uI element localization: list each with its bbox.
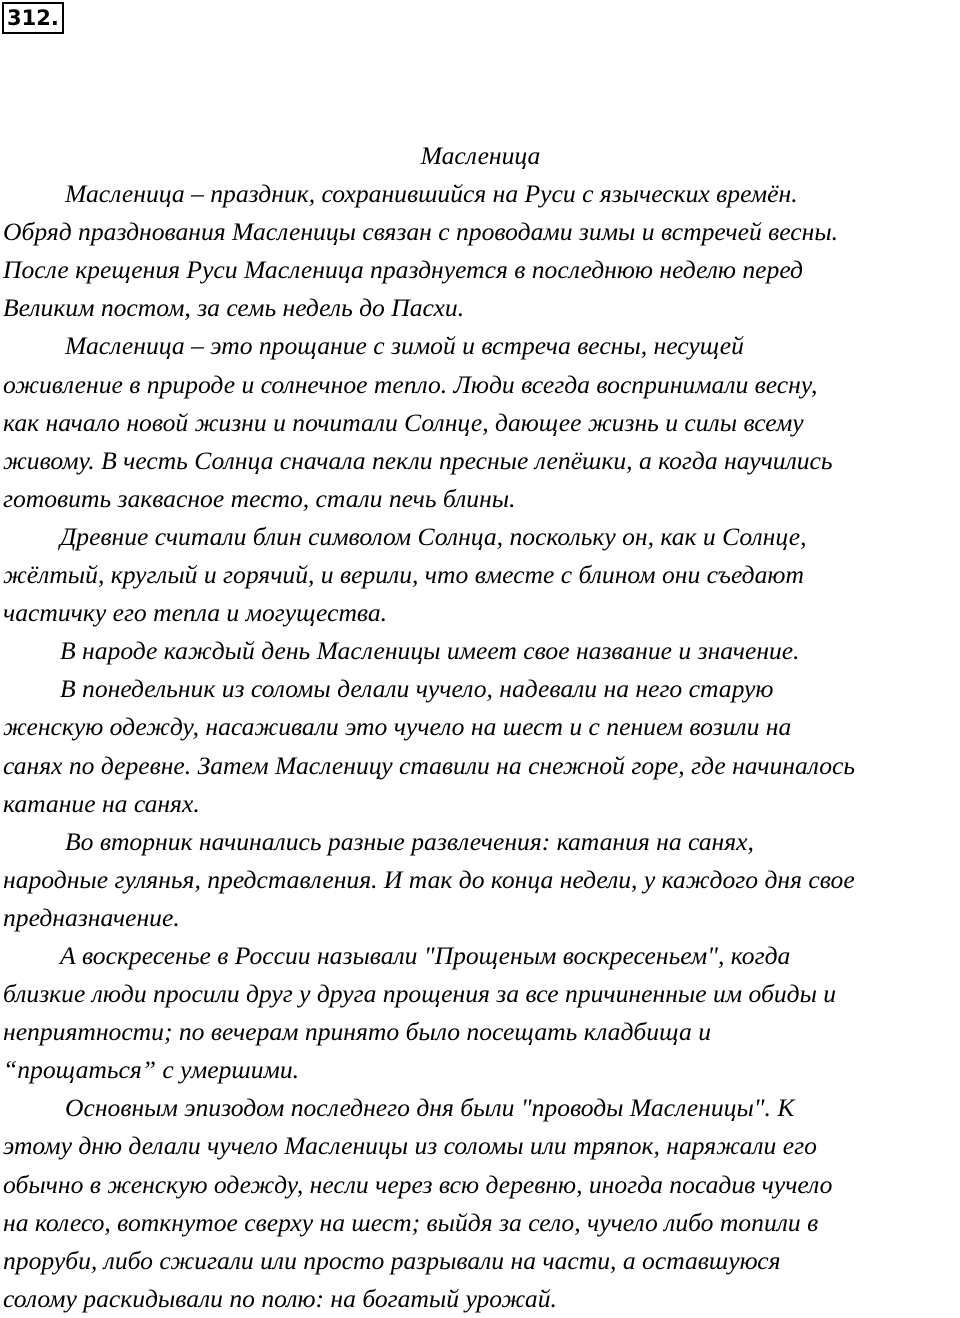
text-line: Обряд празднования Масленицы связан с проводами зимы и встречей весны. (3, 217, 839, 247)
text-line: Основным эпизодом последнего дня были "проводы Масленицы". К (65, 1093, 795, 1123)
text-line: солому раскидывали по полю: на богатый урожай. (3, 1283, 557, 1313)
text-line: неприятности; по вечерам принято было посещать кладбища и (3, 1017, 712, 1047)
text-line: санях по деревне. Затем Масленицу ставили на снежной горе, где начиналось (3, 750, 856, 780)
text-line: Масленица – это прощание с зимой и встреча весны, несущей (65, 331, 744, 361)
text-line: близкие люди просили друг у друга прощения за все причиненные им обиды и (3, 979, 837, 1009)
exercise-number: 312. (2, 2, 64, 34)
text-line: Масленица – праздник, сохранившийся на Руси с языческих времён. (65, 179, 798, 209)
text-title: Масленица (420, 141, 541, 170)
text-line: катание на санях. (3, 788, 200, 818)
text-line: В понедельник из соломы делали чучело, надевали на него старую (60, 674, 774, 704)
text-line: оживление в природе и солнечное тепло. Люди всегда воспринимали весну, (3, 369, 818, 399)
text-line: этому дню делали чучело Масленицы из соломы или тряпок, наряжали его (3, 1131, 817, 1161)
text-line: народные гулянья, представления. И так до конца недели, у каждого дня свое (3, 864, 855, 894)
text-line: “прощаться” с умершими. (3, 1055, 300, 1085)
text-line: на колесо, воткнутое сверху на шест; выйдя за село, чучело либо топили в (3, 1207, 819, 1237)
text-line: В народе каждый день Масленицы имеет свое название и значение. (60, 636, 800, 666)
text-line: готовить заквасное тесто, стали печь блины. (3, 483, 516, 513)
text-line: проруби, либо сжигали или просто разрывали на части, а оставшуюся (3, 1245, 781, 1275)
text-line: Во вторник начинались разные развлечения: катания на санях, (65, 826, 754, 856)
text-line: Великим постом, за семь недель до Пасхи. (3, 293, 465, 323)
text-line: Древние считали блин символом Солнца, поскольку он, как и Солнце, (60, 521, 807, 551)
text-line: как начало новой жизни и почитали Солнце, дающее жизнь и силы всему (3, 407, 804, 437)
text-line: женскую одежду, насаживали это чучело на шест и с пением возили на (3, 712, 792, 742)
text-line: жёлтый, круглый и горячий, и верили, что вместе с блином они съедают (3, 560, 804, 590)
text-line: обычно в женскую одежду, несли через всю деревню, иногда посадив чучело (3, 1169, 833, 1199)
text-line: живому. В честь Солнца сначала пекли пресные лепёшки, а когда научились (3, 445, 833, 475)
text-body (3, 137, 958, 1318)
text-line: После крещения Руси Масленица празднуется в последнюю неделю перед (3, 255, 803, 285)
text-line: предназначение. (3, 902, 180, 932)
text-line: частичку его тепла и могущества. (3, 598, 388, 628)
text-line: А воскресенье в России называли "Прощеным воскресеньем", когда (60, 940, 791, 970)
